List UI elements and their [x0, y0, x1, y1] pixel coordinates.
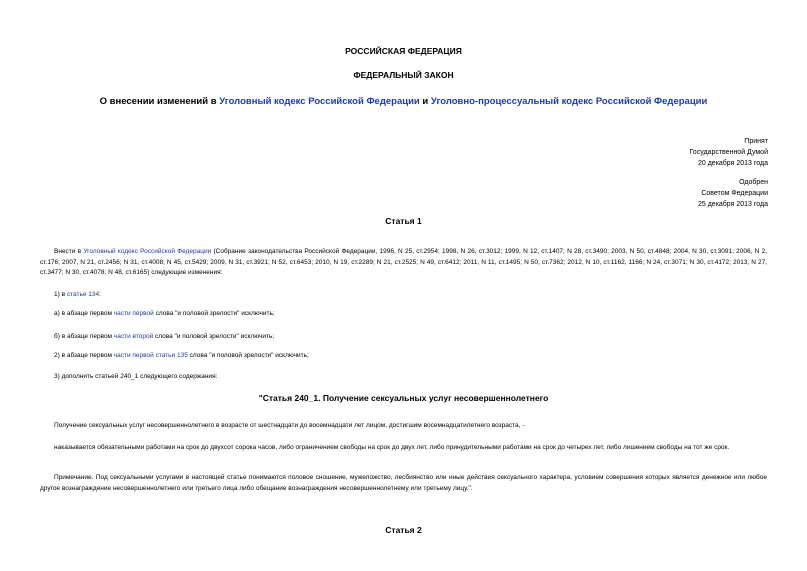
article-134-link[interactable]: статье 134 — [66, 291, 100, 298]
law-type-heading: ФЕДЕРАЛЬНЫЙ ЗАКОН — [353, 70, 454, 80]
item-b-prefix: б) в абзаце первом — [54, 333, 114, 340]
adopted-body: Государственной Думой — [689, 149, 768, 156]
intro-prefix: Внести в — [54, 248, 84, 255]
criminal-code-link[interactable]: Уголовный кодекс Российской Федерации — [219, 96, 420, 107]
country-heading: РОССИЙСКАЯ ФЕДЕРАЦИЯ — [345, 46, 462, 56]
adopted-label: Принят — [744, 138, 768, 145]
approved-block — [698, 177, 768, 210]
item-1 — [40, 290, 767, 301]
intro-criminal-code-link[interactable]: Уголовный кодекс Российской Федерации — [83, 248, 212, 255]
adopted-block — [689, 136, 768, 169]
item-b-suffix: слова "и половой зрелости" исключить; — [153, 333, 275, 340]
law-title — [0, 96, 807, 107]
approved-date: 25 декабря 2013 года — [697, 201, 768, 208]
intro-rest: (Собрание законодательства Российской Федерации, 1996, N 25, ст.2954; 1998, N 26, ст.3012; 1999, N 12, ст.1407; N 28, ст.3490; 2003, N 50, ст.4848; 2004, N 30, ст.3091; 2006, N 2, ст.176; 2007, N 21, ст.2456; N 31, ст.4008; N 45, ст.5429; 2009, N 31, ст.3921; N 52, ст.6453; 2010, N 19, ст.2289; N 21, ст.2525; N 49, ст.6412; 2011, N 11, ст.1495; N 50, ст.7362; 2012, N 10, ст.1162, 1166; N 24, ст.3071; N 30, ст.4172; 2013, N 27, ст.3477; N 30, ст.4078; N 48, ст.6165) следующие изменения: — [40, 248, 767, 276]
item-a-suffix: слова "и половой зрелости" исключить; — [153, 310, 275, 317]
title-prefix: О внесении изменений в — [99, 96, 220, 107]
new-article-note: Примечание. Под сексуальными услугами в настоящей статье понимаются половое сношение, мужеложство, лесбиянство или иные действия сексуального характера, условием совершения которых является денежное или любое другое вознаграждение несовершеннолетнего или третьего лица либо обещание вознаграждения несовершеннолетнему или третьему лицу.". — [40, 474, 767, 492]
item-2 — [40, 351, 767, 362]
item-2-suffix: слова "и половой зрелости" исключить; — [187, 352, 309, 359]
item-a — [40, 309, 767, 320]
article-2-heading: Статья 2 — [385, 525, 422, 535]
item-a-prefix: а) в абзаце первом — [54, 310, 114, 317]
approved-label: Одобрен — [739, 179, 768, 186]
item-1-suffix: : — [99, 291, 101, 298]
new-article-paragraph-2: наказывается обязательными работами на срок до двухсот сорока часов, либо ограничением свободы на срок до двух лет, либо принудительными работами на срок до четырех лет, либо лишением свободы на тот же срок. — [54, 444, 730, 451]
article-135-part-one-link[interactable]: части первой статьи 135 — [113, 352, 188, 359]
article-1-intro — [40, 247, 767, 279]
approved-body: Советом Федерации — [701, 190, 768, 197]
item-1-prefix: 1) в — [54, 291, 67, 298]
adopted-date: 20 декабря 2013 года — [697, 160, 768, 167]
criminal-procedure-code-link[interactable]: Уголовно-процессуальный кодекс Российской Федерации — [430, 96, 708, 107]
item-b — [40, 332, 767, 343]
new-article-heading: "Статья 240_1. Получение сексуальных услуг несовершеннолетнего — [258, 393, 549, 403]
part-one-link[interactable]: части первой — [113, 310, 154, 317]
new-article-paragraph-1: Получение сексуальных услуг несовершеннолетнего в возрасте от шестнадцати до восемнадцати лет лицом, достигшим восемнадцатилетнего возраста, - — [54, 422, 525, 429]
item-3: 3) дополнить статьей 240_1 следующего содержания: — [54, 373, 218, 380]
article-1-heading: Статья 1 — [385, 216, 422, 226]
item-2-prefix: 2) в абзаце первом — [54, 352, 114, 359]
part-two-link[interactable]: части второй — [113, 333, 154, 340]
title-mid: и — [419, 96, 431, 107]
